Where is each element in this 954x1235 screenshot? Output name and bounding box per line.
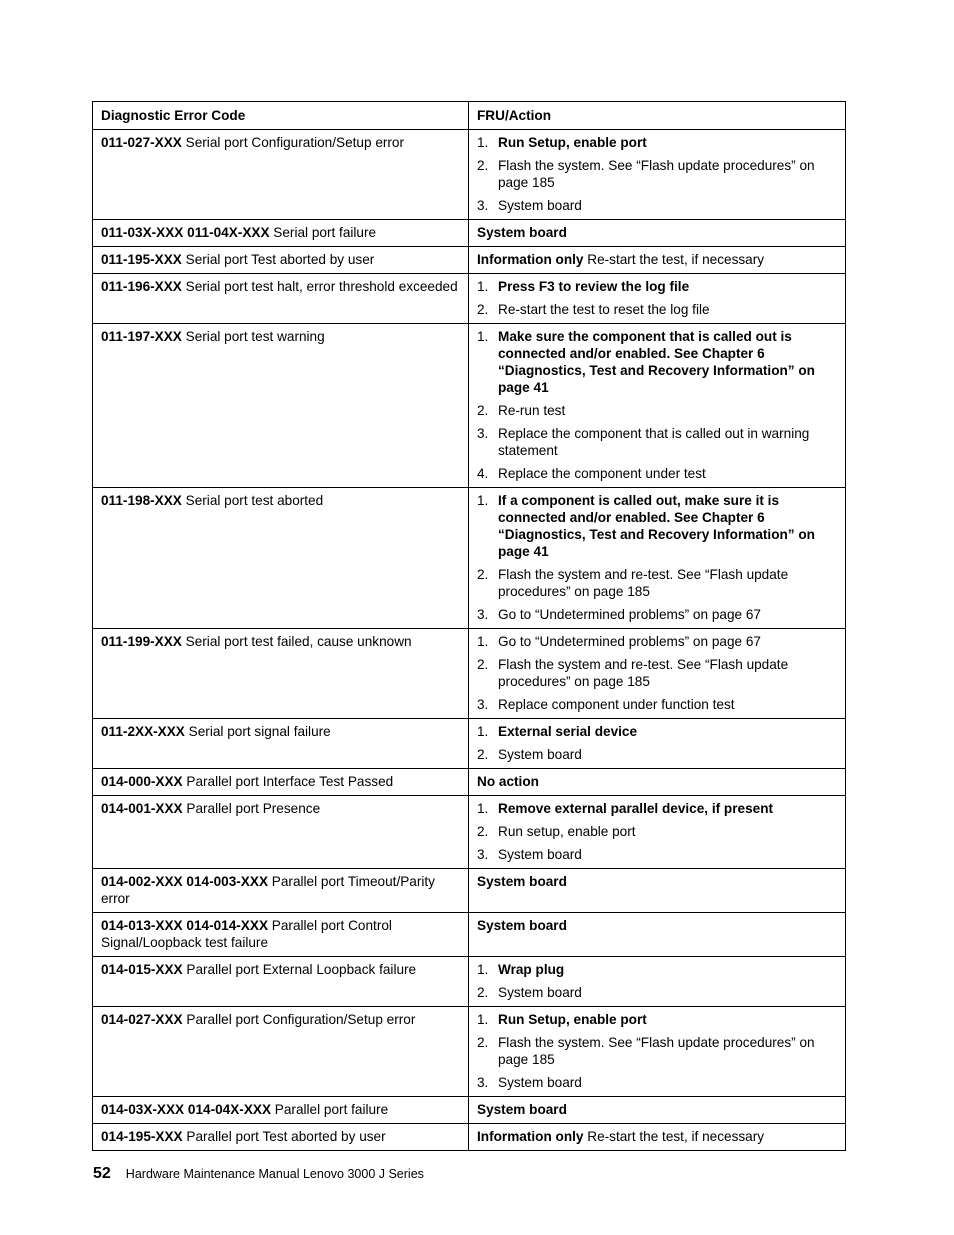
table-row	[93, 247, 846, 274]
action-step	[477, 746, 837, 763]
diagnostic-error-table	[92, 101, 846, 1151]
error-description: Serial port test failed, cause unknown	[181, 634, 412, 649]
step-number: 4.	[477, 466, 489, 481]
action-step	[477, 328, 837, 396]
step-text: Flash the system and re-test. See “Flash update procedures” on page 185	[498, 657, 789, 689]
step-text: System board	[498, 1075, 582, 1090]
error-code-cell	[93, 220, 469, 247]
action-bold-text: System board	[477, 874, 567, 889]
action-steps-list	[477, 328, 837, 482]
action-step	[477, 402, 837, 419]
error-description: Serial port failure	[269, 225, 377, 240]
header-diagnostic-error-code: Diagnostic Error Code	[93, 102, 469, 130]
error-code-cell	[93, 769, 469, 796]
step-number: 1.	[477, 329, 489, 344]
page-number: 52	[93, 1165, 111, 1182]
fru-action-cell	[469, 1124, 846, 1151]
step-text: Remove external parallel device, if present	[498, 801, 774, 816]
action-step	[477, 1074, 837, 1091]
fru-action-cell	[469, 629, 846, 719]
error-code-cell	[93, 913, 469, 957]
error-code-cell	[93, 1124, 469, 1151]
table-row	[93, 957, 846, 1007]
error-code: 014-195-XXX	[101, 1129, 183, 1144]
step-number: 1.	[477, 962, 489, 977]
step-number: 2.	[477, 403, 489, 418]
step-number: 2.	[477, 302, 489, 317]
action-bold-text: Information only	[477, 1129, 584, 1144]
action-steps-list	[477, 800, 837, 863]
step-text: Replace component under function test	[498, 697, 735, 712]
step-text: Flash the system. See “Flash update procedures” on page 185	[498, 158, 815, 190]
step-text: System board	[498, 985, 582, 1000]
error-description: Parallel port Interface Test Passed	[182, 774, 394, 789]
fru-action-cell	[469, 796, 846, 869]
error-code: 011-2XX-XXX	[101, 724, 185, 739]
step-number: 1.	[477, 724, 489, 739]
error-code: 014-03X-XXX 014-04X-XXX	[101, 1102, 272, 1117]
table-row	[93, 769, 846, 796]
action-bold-text: System board	[477, 1102, 567, 1117]
error-description: Parallel port Configuration/Setup error	[182, 1012, 416, 1027]
error-code-cell	[93, 1007, 469, 1097]
table-row	[93, 1097, 846, 1124]
step-text: Press F3 to review the log file	[498, 279, 690, 294]
action-steps-list	[477, 134, 837, 214]
error-code: 014-001-XXX	[101, 801, 183, 816]
action-step	[477, 425, 837, 459]
table-row	[93, 869, 846, 913]
error-description: Serial port signal failure	[184, 724, 331, 739]
step-number: 1.	[477, 1012, 489, 1027]
step-number: 3.	[477, 847, 489, 862]
action-step	[477, 823, 837, 840]
step-text: System board	[498, 847, 582, 862]
table-row	[93, 274, 846, 324]
action-step	[477, 301, 837, 318]
header-fru-action: FRU/Action	[469, 102, 846, 130]
step-number: 1.	[477, 801, 489, 816]
error-code: 011-195-XXX	[101, 252, 182, 267]
error-code-cell	[93, 488, 469, 629]
step-number: 1.	[477, 493, 489, 508]
step-number: 2.	[477, 567, 489, 582]
action-step	[477, 961, 837, 978]
fru-action-cell	[469, 769, 846, 796]
step-text: Go to “Undetermined problems” on page 67	[498, 607, 761, 622]
error-code-cell	[93, 274, 469, 324]
step-number: 2.	[477, 985, 489, 1000]
action-step	[477, 492, 837, 560]
error-code: 011-197-XXX	[101, 329, 182, 344]
fru-action-cell	[469, 1007, 846, 1097]
table-row	[93, 796, 846, 869]
error-code: 011-196-XXX	[101, 279, 182, 294]
step-number: 3.	[477, 697, 489, 712]
fru-action-cell	[469, 324, 846, 488]
table-row	[93, 1124, 846, 1151]
error-description: Serial port Test aborted by user	[181, 252, 375, 267]
step-text: External serial device	[498, 724, 638, 739]
step-number: 2.	[477, 158, 489, 173]
action-step	[477, 1011, 837, 1028]
step-text: Run setup, enable port	[498, 824, 636, 839]
action-text: Re-start the test, if necessary	[583, 1129, 765, 1144]
step-text: Run Setup, enable port	[498, 135, 647, 150]
error-code: 014-015-XXX	[101, 962, 183, 977]
error-description: Parallel port Control Signal/Loopback test failure	[101, 918, 392, 950]
action-step	[477, 1034, 837, 1068]
step-number: 2.	[477, 657, 489, 672]
error-description: Serial port test warning	[181, 329, 325, 344]
action-step	[477, 606, 837, 623]
error-code: 014-002-XXX 014-003-XXX	[101, 874, 269, 889]
table-row	[93, 629, 846, 719]
table-row	[93, 324, 846, 488]
table-header-row	[93, 102, 846, 130]
action-text: Re-start the test, if necessary	[583, 252, 765, 267]
action-step	[477, 197, 837, 214]
step-text: Re-start the test to reset the log file	[498, 302, 710, 317]
action-steps-list	[477, 492, 837, 623]
action-step	[477, 157, 837, 191]
step-text: System board	[498, 198, 582, 213]
table-row	[93, 913, 846, 957]
error-description: Serial port Configuration/Setup error	[181, 135, 405, 150]
step-text: Run Setup, enable port	[498, 1012, 647, 1027]
fru-action-cell	[469, 274, 846, 324]
action-step	[477, 984, 837, 1001]
error-description: Parallel port failure	[271, 1102, 389, 1117]
step-number: 2.	[477, 1035, 489, 1050]
step-text: Flash the system and re-test. See “Flash update procedures” on page 185	[498, 567, 789, 599]
action-bold-text: System board	[477, 918, 567, 933]
action-step	[477, 656, 837, 690]
error-description: Parallel port Timeout/Parity error	[101, 874, 435, 906]
step-number: 2.	[477, 747, 489, 762]
footer-title: Hardware Maintenance Manual Lenovo 3000 J Series	[125, 1167, 424, 1181]
error-code-cell	[93, 957, 469, 1007]
error-description: Parallel port Test aborted by user	[182, 1129, 386, 1144]
action-step	[477, 134, 837, 151]
error-code: 011-199-XXX	[101, 634, 182, 649]
action-steps-list	[477, 633, 837, 713]
error-code-cell	[93, 247, 469, 274]
step-number: 3.	[477, 1075, 489, 1090]
step-text: Replace the component under test	[498, 466, 706, 481]
error-code: 011-03X-XXX 011-04X-XXX	[101, 225, 270, 240]
step-number: 2.	[477, 824, 489, 839]
error-code-cell	[93, 796, 469, 869]
step-text: If a component is called out, make sure it is connected and/or enabled. See Chapter 6 “Diagnostics, Test and Recovery Information” on page 41	[498, 493, 815, 559]
step-number: 1.	[477, 135, 489, 150]
fru-action-cell	[469, 719, 846, 769]
action-steps-list	[477, 1011, 837, 1091]
error-code: 011-027-XXX	[101, 135, 182, 150]
fru-action-cell	[469, 247, 846, 274]
fru-action-cell	[469, 869, 846, 913]
action-step	[477, 800, 837, 817]
table-row	[93, 220, 846, 247]
action-step	[477, 723, 837, 740]
action-bold-text: System board	[477, 225, 567, 240]
error-code-cell	[93, 719, 469, 769]
error-code-cell	[93, 324, 469, 488]
error-description: Serial port test halt, error threshold exceeded	[181, 279, 458, 294]
step-text: Flash the system. See “Flash update procedures” on page 185	[498, 1035, 815, 1067]
step-text: Replace the component that is called out in warning statement	[498, 426, 810, 458]
error-description: Serial port test aborted	[181, 493, 324, 508]
fru-action-cell	[469, 130, 846, 220]
error-code: 014-000-XXX	[101, 774, 183, 789]
error-description: Parallel port Presence	[182, 801, 321, 816]
table-row	[93, 488, 846, 629]
error-code: 014-013-XXX 014-014-XXX	[101, 918, 269, 933]
step-number: 1.	[477, 279, 489, 294]
action-step	[477, 566, 837, 600]
step-text: System board	[498, 747, 582, 762]
fru-action-cell	[469, 220, 846, 247]
step-number: 3.	[477, 426, 489, 441]
error-code: 011-198-XXX	[101, 493, 182, 508]
action-step	[477, 278, 837, 295]
step-number: 3.	[477, 607, 489, 622]
error-code-cell	[93, 1097, 469, 1124]
table-row	[93, 719, 846, 769]
action-step	[477, 633, 837, 650]
fru-action-cell	[469, 957, 846, 1007]
action-step	[477, 696, 837, 713]
step-text: Make sure the component that is called out is connected and/or enabled. See Chapter 6 “Diagnostics, Test and Recovery Information” on page 41	[498, 329, 815, 395]
page-footer	[93, 1164, 424, 1184]
action-bold-text: No action	[477, 774, 539, 789]
action-step	[477, 465, 837, 482]
table-row	[93, 130, 846, 220]
step-text: Re-run test	[498, 403, 566, 418]
fru-action-cell	[469, 488, 846, 629]
error-code: 014-027-XXX	[101, 1012, 183, 1027]
step-number: 3.	[477, 198, 489, 213]
table-row	[93, 1007, 846, 1097]
action-steps-list	[477, 278, 837, 318]
fru-action-cell	[469, 1097, 846, 1124]
step-text: Go to “Undetermined problems” on page 67	[498, 634, 761, 649]
action-steps-list	[477, 961, 837, 1001]
step-number: 1.	[477, 634, 489, 649]
error-description: Parallel port External Loopback failure	[182, 962, 417, 977]
action-bold-text: Information only	[477, 252, 584, 267]
fru-action-cell	[469, 913, 846, 957]
error-code-cell	[93, 629, 469, 719]
table-body	[93, 130, 846, 1151]
step-text: Wrap plug	[498, 962, 565, 977]
error-code-cell	[93, 869, 469, 913]
action-steps-list	[477, 723, 837, 763]
error-code-cell	[93, 130, 469, 220]
action-step	[477, 846, 837, 863]
